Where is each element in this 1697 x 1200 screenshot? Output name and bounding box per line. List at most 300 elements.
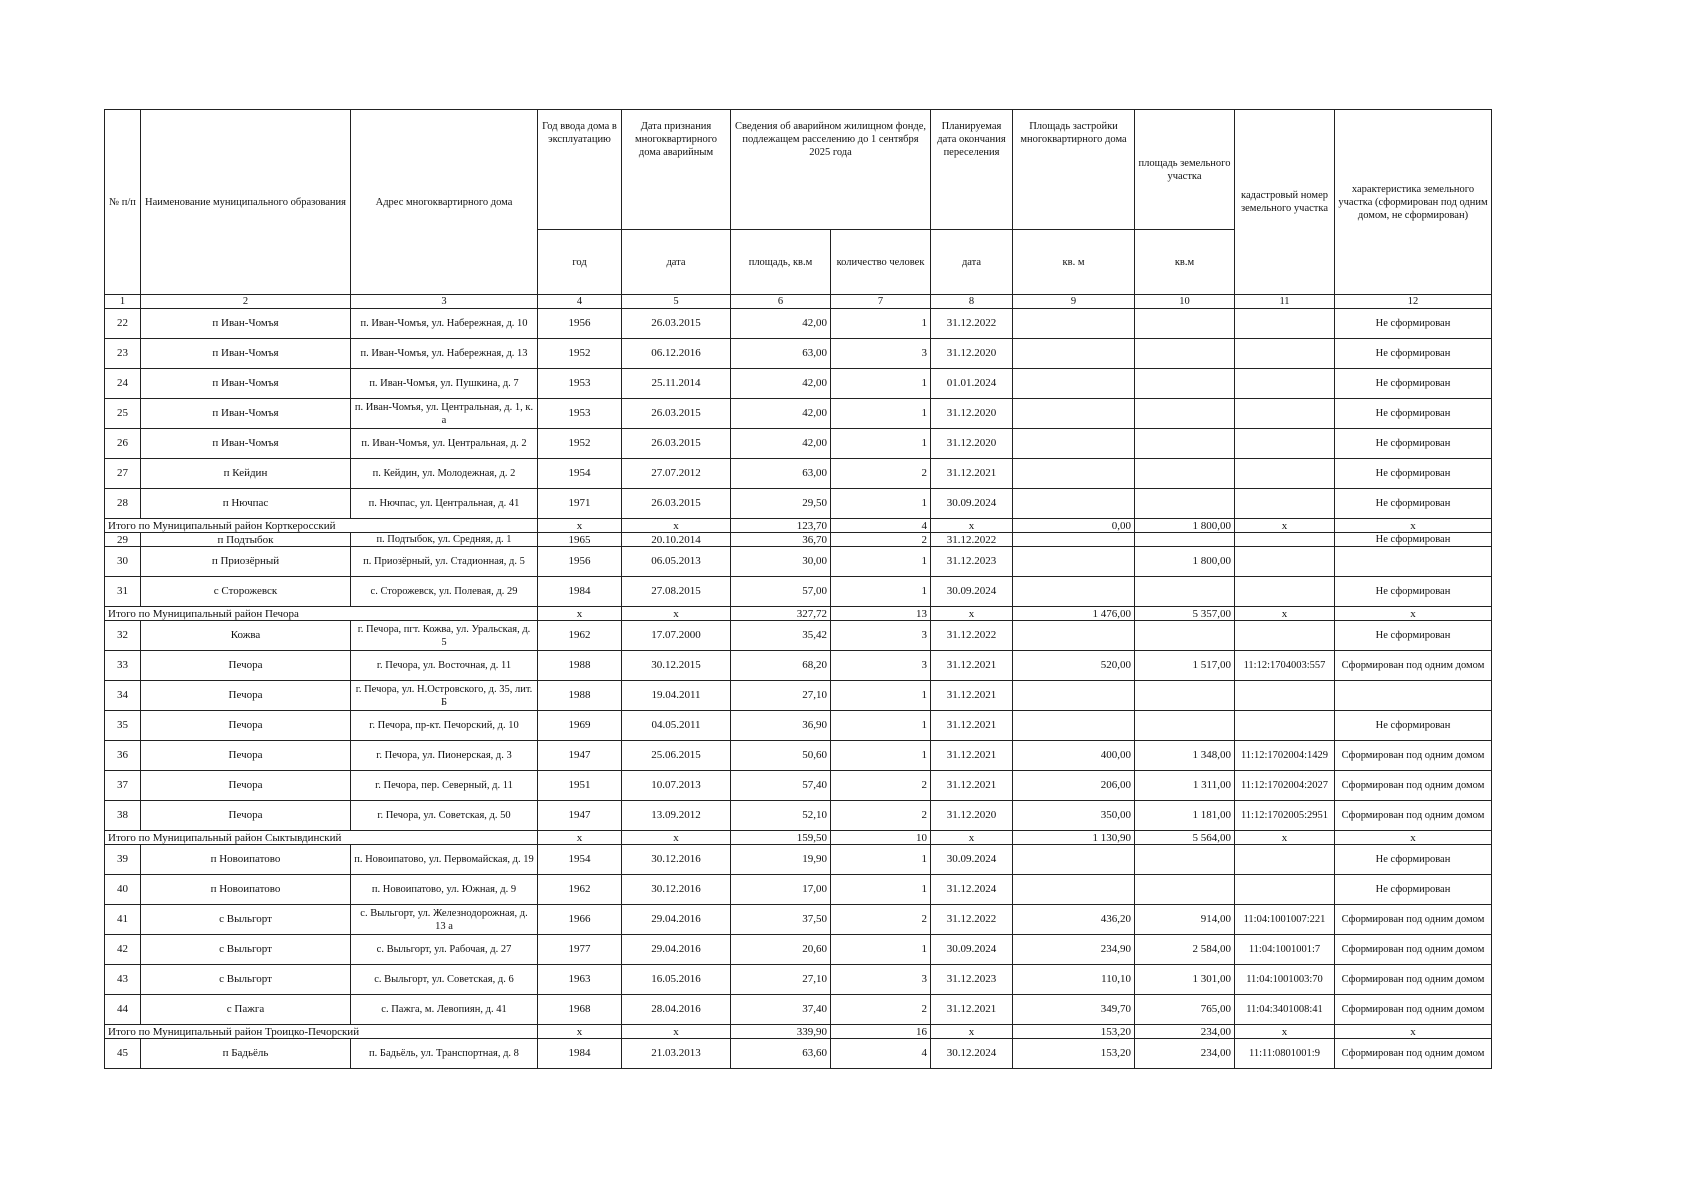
- row-build-area: [1013, 429, 1135, 459]
- row-year: 1956: [538, 309, 622, 339]
- row-build-area: [1013, 533, 1135, 547]
- row-area: 42,00: [731, 369, 831, 399]
- row-year: 1984: [538, 1039, 622, 1069]
- total-plan: х: [931, 607, 1013, 621]
- row-address: г. Печора, пер. Северный, д. 11: [351, 771, 538, 801]
- row-address: г. Печора, пр-кт. Печорский, д. 10: [351, 711, 538, 741]
- row-people: 3: [831, 965, 931, 995]
- row-year: 1962: [538, 621, 622, 651]
- row-year: 1962: [538, 875, 622, 905]
- column-number: 6: [731, 295, 831, 309]
- table-body: [105, 309, 1492, 1069]
- row-plan-date: 31.12.2021: [931, 459, 1013, 489]
- total-people: 16: [831, 1025, 931, 1039]
- row-land-area: 234,00: [1135, 1039, 1235, 1069]
- row-date: 26.03.2015: [622, 309, 731, 339]
- row-build-area: [1013, 711, 1135, 741]
- header-land-characteristic: характеристика земельного участка (сформирован под одним домом, не сформирован): [1335, 110, 1492, 295]
- total-people: 10: [831, 831, 931, 845]
- row-year: 1951: [538, 771, 622, 801]
- column-number: 4: [538, 295, 622, 309]
- table-row: [105, 533, 1492, 547]
- total-land-characteristic: х: [1335, 1025, 1492, 1039]
- row-cadastral: 11:12:1702004:2027: [1235, 771, 1335, 801]
- row-date: 26.03.2015: [622, 489, 731, 519]
- row-build-area: [1013, 845, 1135, 875]
- row-date: 19.04.2011: [622, 681, 731, 711]
- row-land-characteristic: Сформирован под одним домом: [1335, 741, 1492, 771]
- row-area: 36,90: [731, 711, 831, 741]
- header-address: Адрес многоквартирного дома: [351, 110, 538, 295]
- row-area: 29,50: [731, 489, 831, 519]
- row-land-area: [1135, 309, 1235, 339]
- row-build-area: 350,00: [1013, 801, 1135, 831]
- column-number: 5: [622, 295, 731, 309]
- row-people: 1: [831, 309, 931, 339]
- total-label: Итого по Муниципальный район Корткеросский: [105, 519, 538, 533]
- row-land-area: [1135, 681, 1235, 711]
- row-land-area: [1135, 845, 1235, 875]
- housing-table-sheet: [104, 109, 1491, 1069]
- row-year: 1966: [538, 905, 622, 935]
- row-year: 1984: [538, 577, 622, 607]
- row-plan-date: 31.12.2020: [931, 399, 1013, 429]
- row-number: 27: [105, 459, 141, 489]
- row-people: 1: [831, 399, 931, 429]
- row-build-area: [1013, 577, 1135, 607]
- total-cadastral: х: [1235, 1025, 1335, 1039]
- row-municipality: Печора: [141, 741, 351, 771]
- row-build-area: [1013, 489, 1135, 519]
- table-row: [105, 399, 1492, 429]
- row-municipality: п Иван-Чомъя: [141, 309, 351, 339]
- row-address: п. Подтыбок, ул. Средняя, д. 1: [351, 533, 538, 547]
- row-build-area: [1013, 681, 1135, 711]
- row-cadastral: 11:12:1702005:2951: [1235, 801, 1335, 831]
- row-municipality: с Выльгорт: [141, 965, 351, 995]
- row-cadastral: [1235, 339, 1335, 369]
- row-date: 30.12.2015: [622, 651, 731, 681]
- row-plan-date: 31.12.2021: [931, 741, 1013, 771]
- row-people: 1: [831, 489, 931, 519]
- row-cadastral: 11:04:1001007:221: [1235, 905, 1335, 935]
- header-year: Год ввода дома в эксплуатацию: [538, 110, 622, 230]
- row-address: с. Пажга, м. Левопиян, д. 41: [351, 995, 538, 1025]
- total-land-characteristic: х: [1335, 519, 1492, 533]
- row-area: 63,60: [731, 1039, 831, 1069]
- row-number: 43: [105, 965, 141, 995]
- table-row: [105, 771, 1492, 801]
- table-header: [105, 110, 1492, 309]
- row-land-characteristic: Не сформирован: [1335, 429, 1492, 459]
- row-land-area: 1 517,00: [1135, 651, 1235, 681]
- row-number: 39: [105, 845, 141, 875]
- row-year: 1952: [538, 429, 622, 459]
- table-row: [105, 801, 1492, 831]
- row-date: 16.05.2016: [622, 965, 731, 995]
- row-people: 2: [831, 533, 931, 547]
- row-municipality: п Кейдин: [141, 459, 351, 489]
- row-municipality: с Сторожевск: [141, 577, 351, 607]
- row-land-area: 1 301,00: [1135, 965, 1235, 995]
- row-number: 40: [105, 875, 141, 905]
- row-area: 36,70: [731, 533, 831, 547]
- total-date: х: [622, 519, 731, 533]
- column-number: 7: [831, 295, 931, 309]
- row-year: 1968: [538, 995, 622, 1025]
- row-date: 30.12.2016: [622, 845, 731, 875]
- row-build-area: 110,10: [1013, 965, 1135, 995]
- table-total-row: [105, 607, 1492, 621]
- total-area: 123,70: [731, 519, 831, 533]
- table-total-row: [105, 831, 1492, 845]
- total-area: 159,50: [731, 831, 831, 845]
- row-area: 42,00: [731, 399, 831, 429]
- row-address: п. Иван-Чомъя, ул. Набережная, д. 13: [351, 339, 538, 369]
- row-municipality: п Иван-Чомъя: [141, 339, 351, 369]
- row-cadastral: [1235, 681, 1335, 711]
- column-number: 1: [105, 295, 141, 309]
- row-land-characteristic: [1335, 681, 1492, 711]
- row-municipality: Печора: [141, 651, 351, 681]
- row-number: 38: [105, 801, 141, 831]
- row-land-characteristic: Не сформирован: [1335, 309, 1492, 339]
- table-row: [105, 339, 1492, 369]
- row-cadastral: 11:04:1001003:70: [1235, 965, 1335, 995]
- row-area: 57,40: [731, 771, 831, 801]
- row-land-area: 2 584,00: [1135, 935, 1235, 965]
- row-date: 30.12.2016: [622, 875, 731, 905]
- row-municipality: Печора: [141, 801, 351, 831]
- row-plan-date: 31.12.2020: [931, 339, 1013, 369]
- row-cadastral: [1235, 459, 1335, 489]
- row-area: 37,40: [731, 995, 831, 1025]
- subheader-date: дата: [622, 230, 731, 295]
- row-date: 10.07.2013: [622, 771, 731, 801]
- table-row: [105, 905, 1492, 935]
- row-year: 1954: [538, 845, 622, 875]
- row-number: 29: [105, 533, 141, 547]
- column-number: 2: [141, 295, 351, 309]
- total-land-characteristic: х: [1335, 607, 1492, 621]
- row-date: 26.03.2015: [622, 399, 731, 429]
- row-land-characteristic: Не сформирован: [1335, 489, 1492, 519]
- row-year: 1952: [538, 339, 622, 369]
- emergency-housing-table: [104, 109, 1492, 1069]
- row-people: 2: [831, 801, 931, 831]
- row-people: 1: [831, 429, 931, 459]
- row-build-area: 206,00: [1013, 771, 1135, 801]
- row-area: 63,00: [731, 339, 831, 369]
- total-label: Итого по Муниципальный район Сыктывдинский: [105, 831, 538, 845]
- row-people: 1: [831, 681, 931, 711]
- row-year: 1988: [538, 681, 622, 711]
- row-land-characteristic: Не сформирован: [1335, 339, 1492, 369]
- row-area: 35,42: [731, 621, 831, 651]
- row-number: 23: [105, 339, 141, 369]
- total-build-area: 153,20: [1013, 1025, 1135, 1039]
- header-date-recognition: Дата признания многоквартирного дома аварийным: [622, 110, 731, 230]
- row-area: 37,50: [731, 905, 831, 935]
- row-plan-date: 31.12.2022: [931, 309, 1013, 339]
- row-municipality: Печора: [141, 711, 351, 741]
- row-number: 28: [105, 489, 141, 519]
- row-plan-date: 31.12.2021: [931, 711, 1013, 741]
- row-municipality: с Выльгорт: [141, 905, 351, 935]
- header-land-area: площадь земельного участка: [1135, 110, 1235, 230]
- row-cadastral: [1235, 577, 1335, 607]
- row-cadastral: 11:12:1704003:557: [1235, 651, 1335, 681]
- row-land-characteristic: Не сформирован: [1335, 577, 1492, 607]
- row-land-characteristic: Сформирован под одним домом: [1335, 771, 1492, 801]
- subheader-people: количество человек: [831, 230, 931, 295]
- row-number: 25: [105, 399, 141, 429]
- row-date: 29.04.2016: [622, 935, 731, 965]
- row-land-characteristic: Не сформирован: [1335, 459, 1492, 489]
- row-land-area: [1135, 711, 1235, 741]
- row-number: 32: [105, 621, 141, 651]
- row-area: 68,20: [731, 651, 831, 681]
- row-municipality: п Нючпас: [141, 489, 351, 519]
- table-row: [105, 741, 1492, 771]
- row-plan-date: 30.12.2024: [931, 1039, 1013, 1069]
- row-plan-date: 31.12.2020: [931, 429, 1013, 459]
- total-build-area: 1 476,00: [1013, 607, 1135, 621]
- column-number: 3: [351, 295, 538, 309]
- row-cadastral: [1235, 547, 1335, 577]
- row-land-characteristic: Сформирован под одним домом: [1335, 1039, 1492, 1069]
- row-land-area: [1135, 875, 1235, 905]
- row-address: п. Новоипатово, ул. Южная, д. 9: [351, 875, 538, 905]
- subheader-land-unit: кв.м: [1135, 230, 1235, 295]
- row-number: 44: [105, 995, 141, 1025]
- row-number: 41: [105, 905, 141, 935]
- total-cadastral: х: [1235, 519, 1335, 533]
- row-municipality: п Иван-Чомъя: [141, 429, 351, 459]
- row-date: 21.03.2013: [622, 1039, 731, 1069]
- row-number: 37: [105, 771, 141, 801]
- row-land-area: [1135, 399, 1235, 429]
- row-people: 2: [831, 771, 931, 801]
- row-municipality: п Приозёрный: [141, 547, 351, 577]
- row-people: 3: [831, 339, 931, 369]
- header-cadastral: кадастровый номер земельного участка: [1235, 110, 1335, 295]
- row-land-area: [1135, 489, 1235, 519]
- row-land-area: 1 181,00: [1135, 801, 1235, 831]
- row-people: 1: [831, 935, 931, 965]
- row-address: п. Иван-Чомъя, ул. Центральная, д. 1, к. а: [351, 399, 538, 429]
- total-year: х: [538, 1025, 622, 1039]
- row-build-area: 234,90: [1013, 935, 1135, 965]
- row-cadastral: [1235, 845, 1335, 875]
- header-municipality: Наименование муниципального образования: [141, 110, 351, 295]
- row-build-area: 520,00: [1013, 651, 1135, 681]
- row-cadastral: [1235, 489, 1335, 519]
- table-row: [105, 489, 1492, 519]
- row-land-area: [1135, 577, 1235, 607]
- total-plan: х: [931, 519, 1013, 533]
- row-date: 25.06.2015: [622, 741, 731, 771]
- row-number: 26: [105, 429, 141, 459]
- row-plan-date: 30.09.2024: [931, 935, 1013, 965]
- row-cadastral: 11:11:0801001:9: [1235, 1039, 1335, 1069]
- row-year: 1965: [538, 533, 622, 547]
- row-municipality: п Бадьёль: [141, 1039, 351, 1069]
- row-people: 2: [831, 459, 931, 489]
- row-number: 45: [105, 1039, 141, 1069]
- table-row: [105, 681, 1492, 711]
- row-date: 27.08.2015: [622, 577, 731, 607]
- row-area: 27,10: [731, 965, 831, 995]
- row-year: 1956: [538, 547, 622, 577]
- row-municipality: Кожва: [141, 621, 351, 651]
- row-cadastral: [1235, 429, 1335, 459]
- row-land-area: [1135, 533, 1235, 547]
- total-plan: х: [931, 1025, 1013, 1039]
- row-plan-date: 31.12.2021: [931, 771, 1013, 801]
- row-land-area: [1135, 429, 1235, 459]
- row-municipality: с Выльгорт: [141, 935, 351, 965]
- total-area: 327,72: [731, 607, 831, 621]
- row-land-characteristic: [1335, 547, 1492, 577]
- row-people: 1: [831, 369, 931, 399]
- row-build-area: 436,20: [1013, 905, 1135, 935]
- row-number: 22: [105, 309, 141, 339]
- row-number: 42: [105, 935, 141, 965]
- row-land-area: [1135, 339, 1235, 369]
- row-people: 4: [831, 1039, 931, 1069]
- total-area: 339,90: [731, 1025, 831, 1039]
- row-year: 1953: [538, 399, 622, 429]
- row-municipality: п Новоипатово: [141, 875, 351, 905]
- row-date: 04.05.2011: [622, 711, 731, 741]
- row-area: 57,00: [731, 577, 831, 607]
- row-build-area: [1013, 369, 1135, 399]
- header-build-area: Площадь застройки многоквартирного дома: [1013, 110, 1135, 230]
- row-build-area: [1013, 399, 1135, 429]
- row-build-area: [1013, 459, 1135, 489]
- row-municipality: с Пажга: [141, 995, 351, 1025]
- row-cadastral: 11:04:1001001:7: [1235, 935, 1335, 965]
- row-area: 30,00: [731, 547, 831, 577]
- row-cadastral: [1235, 369, 1335, 399]
- row-year: 1971: [538, 489, 622, 519]
- row-people: 1: [831, 547, 931, 577]
- row-cadastral: 11:04:3401008:41: [1235, 995, 1335, 1025]
- row-year: 1954: [538, 459, 622, 489]
- row-date: 17.07.2000: [622, 621, 731, 651]
- row-address: п. Приозёрный, ул. Стадионная, д. 5: [351, 547, 538, 577]
- row-people: 1: [831, 875, 931, 905]
- table-row: [105, 577, 1492, 607]
- subheader-area: площадь, кв.м: [731, 230, 831, 295]
- table-row: [105, 369, 1492, 399]
- total-land-area: 5 357,00: [1135, 607, 1235, 621]
- row-build-area: [1013, 547, 1135, 577]
- row-plan-date: 30.09.2024: [931, 577, 1013, 607]
- header-housing-info: Сведения об аварийном жилищном фонде, подлежащем расселению до 1 сентября 2025 года: [731, 110, 931, 230]
- row-build-area: [1013, 309, 1135, 339]
- table-row: [105, 935, 1492, 965]
- row-land-area: [1135, 621, 1235, 651]
- row-address: с. Сторожевск, ул. Полевая, д. 29: [351, 577, 538, 607]
- row-land-characteristic: Сформирован под одним домом: [1335, 905, 1492, 935]
- total-build-area: 1 130,90: [1013, 831, 1135, 845]
- table-row: [105, 651, 1492, 681]
- total-cadastral: х: [1235, 607, 1335, 621]
- row-municipality: Печора: [141, 681, 351, 711]
- row-build-area: [1013, 875, 1135, 905]
- table-row: [105, 309, 1492, 339]
- row-number: 24: [105, 369, 141, 399]
- row-land-characteristic: Сформирован под одним домом: [1335, 965, 1492, 995]
- row-plan-date: 30.09.2024: [931, 845, 1013, 875]
- row-address: п. Бадьёль, ул. Транспортная, д. 8: [351, 1039, 538, 1069]
- row-year: 1969: [538, 711, 622, 741]
- row-plan-date: 30.09.2024: [931, 489, 1013, 519]
- total-date: х: [622, 1025, 731, 1039]
- total-year: х: [538, 519, 622, 533]
- row-date: 25.11.2014: [622, 369, 731, 399]
- row-date: 06.12.2016: [622, 339, 731, 369]
- table-total-row: [105, 519, 1492, 533]
- table-row: [105, 965, 1492, 995]
- row-build-area: [1013, 339, 1135, 369]
- row-municipality: п Иван-Чомъя: [141, 369, 351, 399]
- table-row: [105, 711, 1492, 741]
- row-land-area: 1 800,00: [1135, 547, 1235, 577]
- total-label: Итого по Муниципальный район Печора: [105, 607, 538, 621]
- row-land-characteristic: Не сформирован: [1335, 875, 1492, 905]
- table-row: [105, 547, 1492, 577]
- table-row: [105, 995, 1492, 1025]
- row-number: 31: [105, 577, 141, 607]
- row-plan-date: 31.12.2023: [931, 965, 1013, 995]
- row-number: 35: [105, 711, 141, 741]
- row-people: 1: [831, 711, 931, 741]
- total-plan: х: [931, 831, 1013, 845]
- row-land-area: [1135, 459, 1235, 489]
- row-plan-date: 31.12.2020: [931, 801, 1013, 831]
- row-date: 28.04.2016: [622, 995, 731, 1025]
- row-date: 27.07.2012: [622, 459, 731, 489]
- row-land-area: 1 348,00: [1135, 741, 1235, 771]
- row-year: 1988: [538, 651, 622, 681]
- row-area: 63,00: [731, 459, 831, 489]
- row-plan-date: 31.12.2022: [931, 905, 1013, 935]
- header-planned-date: Планируемая дата окончания переселения: [931, 110, 1013, 230]
- row-cadastral: [1235, 875, 1335, 905]
- row-number: 36: [105, 741, 141, 771]
- row-land-characteristic: Не сформирован: [1335, 711, 1492, 741]
- row-area: 42,00: [731, 309, 831, 339]
- column-number: 9: [1013, 295, 1135, 309]
- row-land-area: 1 311,00: [1135, 771, 1235, 801]
- row-plan-date: 31.12.2021: [931, 995, 1013, 1025]
- row-land-characteristic: Не сформирован: [1335, 369, 1492, 399]
- row-address: г. Печора, пгт. Кожва, ул. Уральская, д. 5: [351, 621, 538, 651]
- row-number: 30: [105, 547, 141, 577]
- total-date: х: [622, 831, 731, 845]
- row-address: п. Иван-Чомъя, ул. Набережная, д. 10: [351, 309, 538, 339]
- row-plan-date: 31.12.2021: [931, 681, 1013, 711]
- row-build-area: 153,20: [1013, 1039, 1135, 1069]
- subheader-plan-date: дата: [931, 230, 1013, 295]
- row-land-characteristic: Не сформирован: [1335, 533, 1492, 547]
- row-address: г. Печора, ул. Н.Островского, д. 35, лит. Б: [351, 681, 538, 711]
- row-land-characteristic: Не сформирован: [1335, 621, 1492, 651]
- row-land-area: 765,00: [1135, 995, 1235, 1025]
